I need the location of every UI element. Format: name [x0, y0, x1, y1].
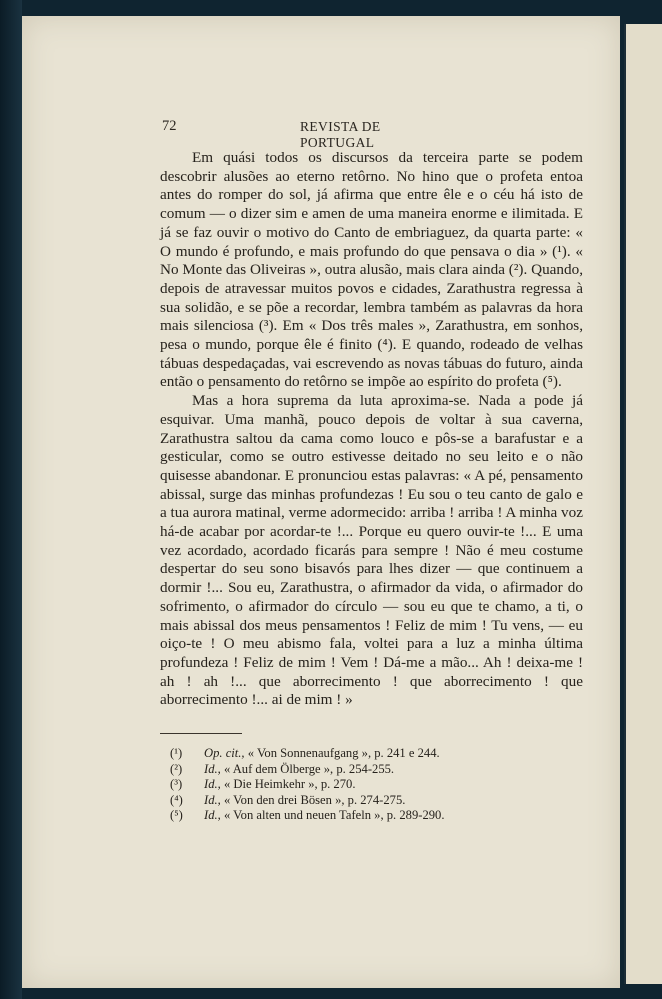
adjacent-page-edge	[624, 24, 662, 984]
footnote-1	[170, 746, 500, 762]
footnote-mark: (¹)	[170, 746, 183, 760]
footnote-3	[170, 777, 500, 793]
footnotes	[170, 746, 500, 824]
running-title: REVISTA DE PORTUGAL	[300, 119, 381, 150]
footnote-divider	[160, 733, 242, 734]
footnote-mark: (⁵)	[170, 808, 183, 823]
footnote-text: « Von den drei Bösen », p. 274-275.	[223, 792, 406, 807]
paragraph-2: Mas a hora suprema da luta aproxima-se. Nada a pode já esquivar. Uma manhã, pouco depois de voltar à sua caverna, Zarathustra saltou da cama como louco e pôs-se a barafustar e a gesticular, como se outro estivesse deitado no seu leito e o não quisesse abandonar. E pronunciou estas palavras: « A pé, pensamento abissal, surge das minhas profundezas ! Eu sou o teu canto de galo e a tua aurora matinal, verme adormecido: arriba ! arriba ! A minha voz há-de acabar por acordar-te !... Porque eu quero ouvir-te !... E uma vez acordado, acordado ficarás para sempre ! Não é meu costume despertar do seu sono bisavós para lhes dizer — que continuem a dormir !... Sou eu, Zarathustra, o afirmador da vida, o afirmador do sofrimento, o afirmador do círculo — sou eu que te chamo, a ti, o mais abissal dos meus pensamentos ! Feliz de mim ! Tu vens, — eu oiço-te ! O meu abismo fala, voltei para a luz a minha última profundeza ! Feliz de mim ! Vem ! Dá-me a mão... Ah ! deixa-me ! ah ! ah !... que aborrecimento ! que aborrecimento ! que aborrecimento !... ai de mim ! »	[160, 392, 583, 709]
footnote-mark: (³)	[170, 777, 183, 792]
footnote-text: « Von alten und neuen Tafeln », p. 289-290.	[223, 808, 445, 823]
footnote-text: « Von Sonnenaufgang », p. 241 e 244.	[247, 746, 440, 760]
footnote-4	[170, 793, 500, 809]
footnote-ref: Id.,	[204, 761, 221, 776]
footnote-5	[170, 808, 500, 824]
page-header	[162, 118, 454, 150]
footnote-ref: Op. cit.,	[204, 746, 245, 760]
footnote-text: « Die Heimkehr », p. 270.	[223, 777, 356, 792]
footnote-2	[170, 762, 500, 778]
footnote-ref: Id.,	[204, 808, 221, 823]
footnote-mark: (⁴)	[170, 792, 183, 807]
footnote-ref: Id.,	[204, 792, 221, 807]
footnote-ref: Id.,	[204, 777, 221, 792]
paragraph-1: Em quási todos os discursos da terceira parte se podem descobrir alusões ao eterno retôrno. No hino que o profeta entoa antes do romper do sol, já afirma que entre êle e o céu há isto de comum — o dizer sim e amen de uma maneira enorme e ilimitada. E já se faz ouvir o motivo do Canto de embriaguez, da quarta parte: « O mundo é profundo, e mais profundo do que pensava o dia » (¹). « No Monte das Oliveiras », outra alusão, mais clara ainda (²). Quando, depois de atravessar muitos povos e cidades, Zarathustra regressa à sua solidão, e se põe a recordar, lembra também as palavras da hora mais silenciosa (³). Em « Dos três males », Zarathustra, em sonhos, pesa o mundo, porque êle é finito (⁴). E quando, rodeado de velhas tábuas despedaçadas, vai escrevendo as novas tábuas do futuro, ainda então o pensamento do retôrno se impõe ao espírito do profeta (⁵).	[160, 149, 583, 391]
page-number: 72	[162, 118, 177, 134]
footnote-mark: (²)	[170, 761, 183, 776]
footnote-text: « Auf dem Ölberge », p. 254-255.	[223, 761, 395, 776]
scan-background-edge	[0, 0, 22, 999]
body-text	[160, 149, 583, 710]
